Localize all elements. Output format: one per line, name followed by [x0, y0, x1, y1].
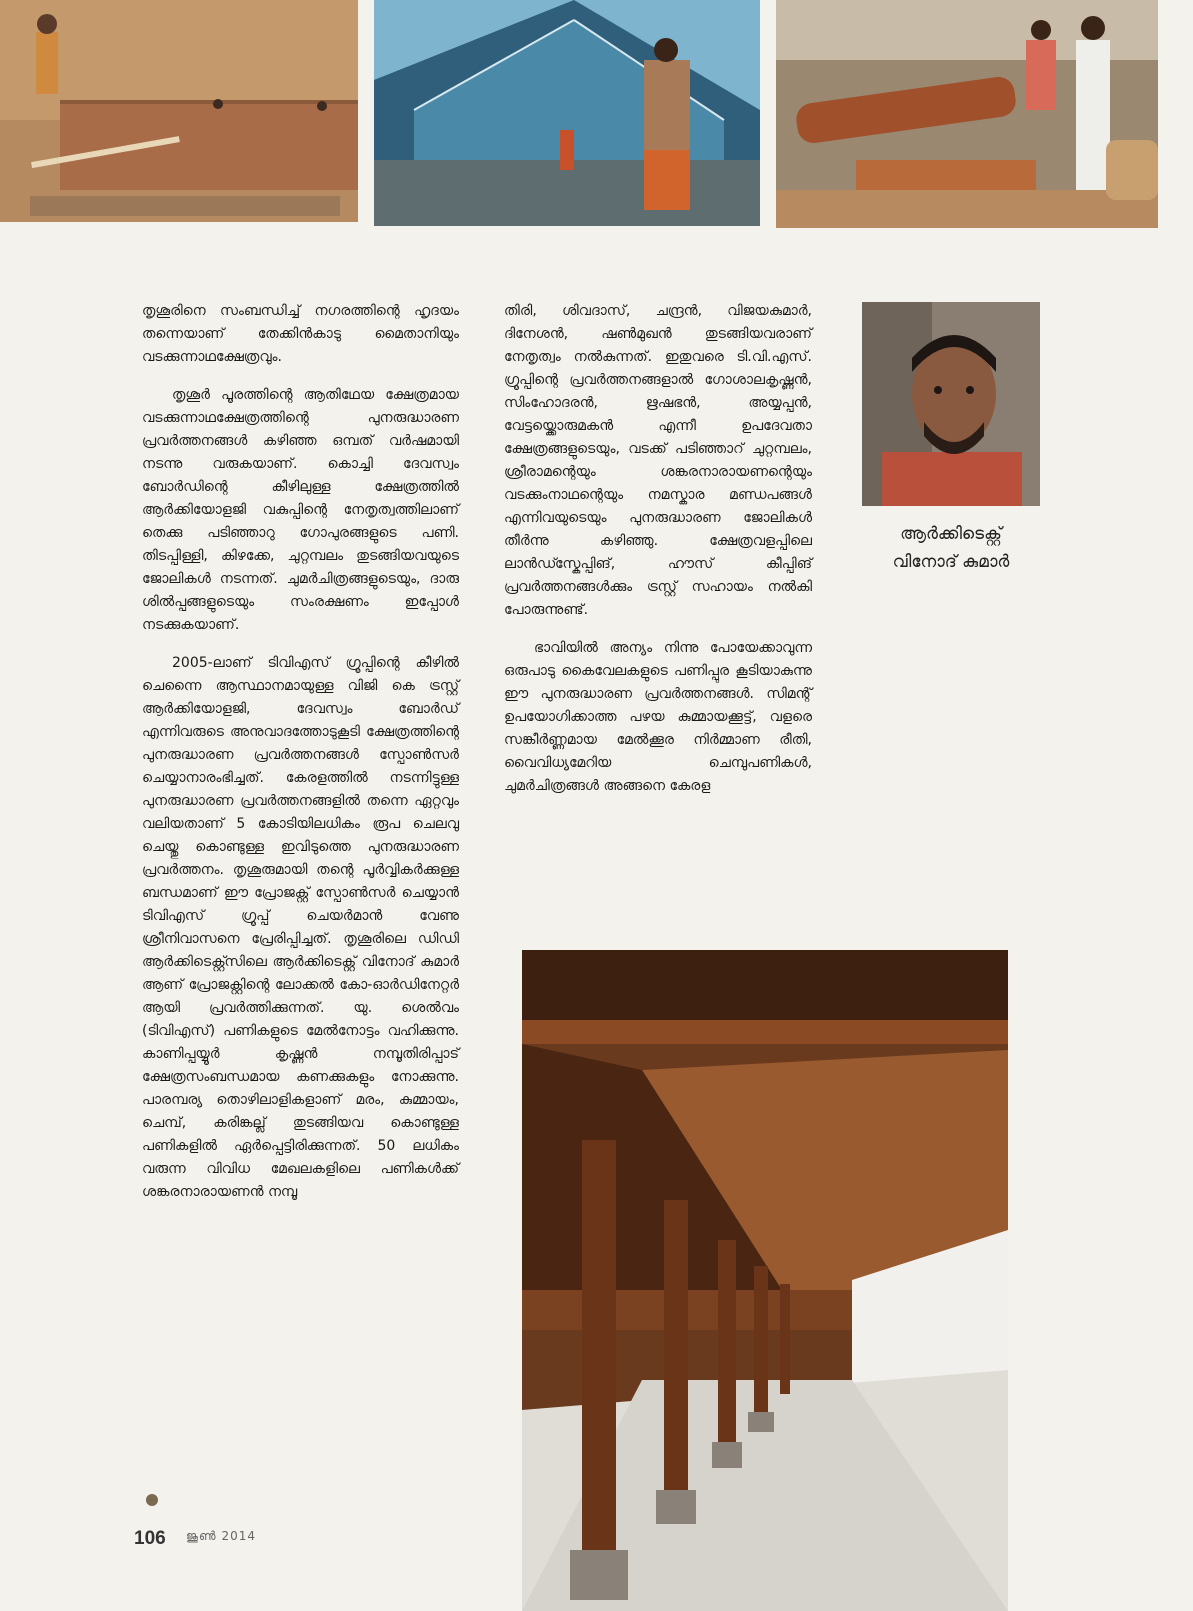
article-paragraph: ഭാവിയിൽ അന്യം നിന്നു പോയേക്കാവുന്ന ഒരുപാടു കൈവേലകളുടെ പണിപ്പുര കൂടിയാകുന്നു ഈ പുനരുദ്ധാരണ പ്രവർത്തനങ്ങൾ. സിമന്റ് ഉപയോഗിക്കാത്ത പഴയ കുമ്മായക്കൂട്ട്, വളരെ സങ്കീർണ്ണമായ മേൽക്കൂര നിർമ്മാണ രീതി, വൈവിധ്യമേറിയ ചെമ്പുപണികൾ, ചുമർചിത്രങ്ങൾ അങ്ങനെ കേരള	[504, 640, 812, 794]
article-column-left	[142, 300, 459, 1219]
issue-date: ജൂൺ 2014	[186, 1529, 257, 1543]
photo-colonnade-hall	[522, 950, 1008, 1611]
photo-wood-turning	[776, 0, 1158, 228]
article-column-middle	[504, 300, 812, 813]
caption-name: വിനോദ് കുമാർ	[892, 552, 1010, 572]
article-paragraph: 2005-ലാണ് ടിവിഎസ് ഗ്രൂപ്പിന്റെ കീഴിൽ ചെന്നൈ ആസ്ഥാനമായുള്ള വിജി കെ ട്രസ്റ്റ് ആർക്കിയോളജി, ദേവസ്വം ബോർഡ് എന്നിവരുടെ അനുവാദത്തോടുകൂടി ക്ഷേത്രത്തിന്റെ പുനരുദ്ധാരണ പ്രവർത്തനങ്ങൾ സ്പോൺസർ ചെയ്യാനാരംഭിച്ചത്. കേരളത്തിൽ നടന്നിട്ടുള്ള പുനരുദ്ധാരണ പ്രവർത്തനങ്ങളിൽ തന്നെ ഏറ്റവും വലിയതാണ് 5 കോടിയിലധികം രൂപ ചെലവു ചെയ്തു കൊണ്ടുള്ള ഇവിടുത്തെ പുനരുദ്ധാരണ പ്രവർത്തനം. തൃശൂരുമായി തന്റെ പൂർവ്വികർക്കുള്ള ബന്ധമാണ് ഈ പ്രോജക്റ്റ് സ്പോൺസർ ചെയ്യാൻ ടിവിഎസ് ഗ്രൂപ്പ് ചെയർമാൻ വേണു ശ്രീനിവാസനെ പ്രേരിപ്പിച്ചത്. തൃശൂരിലെ ഡിഡി ആർക്കിടെക്റ്റ്സിലെ ആർക്കിടെക്റ്റ് വിനോദ് കുമാർ ആണ് പ്രോജക്റ്റിന്റെ ലോക്കൽ കോ-ഓർഡിനേറ്റർ ആയി പ്രവർത്തിക്കുന്നത്. യു. ശെൽവം (ടിവിഎസ്) പണികളുടെ മേൽനോട്ടം വഹിക്കുന്നു. കാണിപ്പയ്യൂർ കൃഷ്ണൻ നമ്പൂതിരിപ്പാട് ക്ഷേത്രസംബന്ധമായ കണക്കുകളും നോക്കുന്നു. പാരമ്പര്യ തൊഴിലാളികളാണ് മരം, കുമ്മായം, ചെമ്പ്, കരിങ്കല്ല് തുടങ്ങിയവ കൊണ്ടുള്ള പണികളിൽ ഏർപ്പെട്ടിരിക്കുന്നത്. 50 ലധികം വരുന്ന വിവിധ മേഖലകളിലെ പണികൾക്ക് ശങ്കരനാരായണൻ നമ്പൂ	[142, 655, 459, 1200]
article-paragraph: തിരി, ശിവദാസ്, ചന്ദ്രൻ, വിജയകുമാർ, ദിനേശൻ, ഷൺമുഖൻ തുടങ്ങിയവരാണ് നേതൃത്വം നൽകുന്നത്. ഇതുവരെ ടി.വി.എസ്. ഗ്രൂപ്പിന്റെ പ്രവർത്തനങ്ങളാൽ ഗോശാലകൃഷ്ണൻ, സിംഹോദരൻ, ഋഷഭൻ, അയ്യപ്പൻ, വേട്ടയ്ക്കൊരുമകൻ എന്നീ ഉപദേവതാ ക്ഷേത്രങ്ങളുടെയും, വടക്ക് പടിഞ്ഞാറ് ചുറ്റമ്പലം, ശ്രീരാമന്റെയും ശങ്കരനാരായണന്റെയും വടക്കുംനാഥന്റെയും നമസ്കാര മണ്ഡപങ്ങൾ എന്നിവയുടെയും പുനരുദ്ധാരണ ജോലികൾ തീർന്നു കഴിഞ്ഞു. ക്ഷേത്രവളപ്പിലെ ലാൻഡ്സ്കേപ്പിങ്, ഹൗസ് കീപ്പിങ് പ്രവർത്തനങ്ങൾക്കും ട്രസ്റ്റ് സഹായം നൽകി പോരുന്നുണ്ട്.	[504, 303, 812, 618]
photo-plastering-wall	[0, 0, 358, 222]
caption-title: ആർക്കിടെക്റ്റ്	[900, 524, 1002, 544]
photo-architect-portrait	[862, 302, 1040, 506]
page-number: 106	[134, 1528, 166, 1549]
article-paragraph: തൃശൂർ പൂരത്തിന്റെ ആതിഥേയ ക്ഷേത്രമായ വടക്കുന്നാഥക്ഷേത്രത്തിന്റെ പുനരുദ്ധാരണ പ്രവർത്തനങ്ങൾ കഴിഞ്ഞ ഒമ്പത് വർഷമായി നടന്നു വരുകയാണ്. കൊച്ചി ദേവസ്വം ബോർഡിന്റെ കീഴിലുള്ള ക്ഷേത്രത്തിൽ ആർക്കിയോളജി വകുപ്പിന്റെ നേതൃത്വത്തിലാണ് തെക്കു പടിഞ്ഞാറു ഗോപുരങ്ങളുടെ പണി. തിടപ്പിള്ളി, കിഴക്കേ, ചുറ്റമ്പലം തുടങ്ങിയവയുടെ ജോലികൾ നടന്നത്. ചുമർചിത്രങ്ങളുടെയും, ദാരു ശിൽപ്പങ്ങളുടെയും സംരക്ഷണം ഇപ്പോൾ നടക്കുകയാണ്.	[142, 387, 459, 633]
article-paragraph: തൃശൂരിനെ സംബന്ധിച്ച് നഗരത്തിന്റെ ഹൃദയം തന്നെയാണ് തേക്കിൻകാടു മൈതാനിയും വടക്കുന്നാഥക്ഷേത്രവും.	[142, 303, 459, 365]
photo-roof-construction	[374, 0, 760, 226]
page-marker-dot	[146, 1494, 158, 1506]
photo-caption	[862, 520, 1040, 576]
